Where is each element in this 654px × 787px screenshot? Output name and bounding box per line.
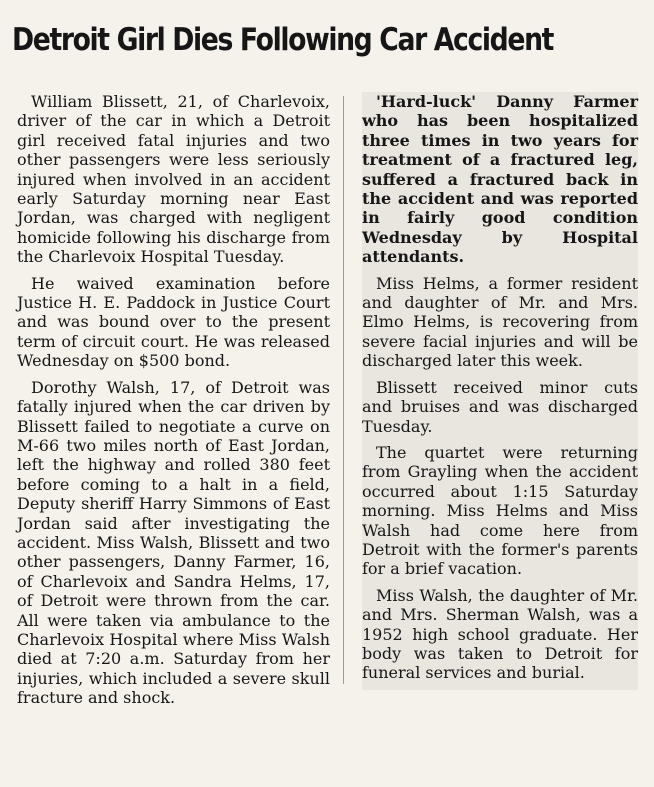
- article-paragraph: Miss Helms, a former resident and daughter of Mr. and Mrs. Elmo Helms, is recovering from severe facial injuries and will be discharged later this week.: [362, 273, 638, 371]
- article-paragraph: Dorothy Walsh, 17, of Detroit was fatally injured when the car driven by Blissett failed to negotiate a curve on M-66 two miles north of East Jordan, left the highway and rolled 380 feet before coming to a halt in a field, Deputy sheriff Harry Simmons of East Jordan said after investigating the accident. Miss Walsh, Blissett and two other passengers, Danny Farmer, 16, of Charlevoix and Sandra Helms, 17, of Detroit were thrown from the car. All were taken via ambulance to the Charlevoix Hospital where Miss Walsh died at 7:20 a.m. Saturday from her injuries, which included a severe skull fracture and shock.: [17, 377, 330, 708]
- article-paragraph: He waived examination before Justice H. E. Paddock in Justice Court and was bound over to the present term of circuit court. He was released Wednesday on $500 bond.: [17, 273, 330, 371]
- article-paragraph: William Blissett, 21, of Charlevoix, driver of the car in which a Detroit girl received fatal injuries and two other passengers were less seriously injured when involved in an accident early Saturday morning near East Jordan, was charged with negligent homicide following his discharge from the Charlevoix Hospital Tuesday.: [17, 92, 330, 267]
- headline: Detroit Girl Dies Following Car Accident: [12, 22, 554, 58]
- lead-paragraph: 'Hard-luck' Danny Farmer who has been hospitalized three times in two years for treatment of a fractured leg, suffered a fractured back in the accident and was reported in fairly good condition Wednesday by Hospital attendants.: [362, 92, 638, 267]
- right-column: [362, 92, 638, 690]
- article-paragraph: Miss Walsh, the daughter of Mr. and Mrs. Sherman Walsh, was a 1952 high school graduate. Her body was taken to Detroit for funeral services and burial.: [362, 585, 638, 683]
- left-column: [17, 92, 330, 715]
- article-paragraph: Blissett received minor cuts and bruises and was discharged Tuesday.: [362, 377, 638, 436]
- article-paragraph: The quartet were returning from Grayling when the accident occurred about 1:15 Saturday morning. Miss Helms and Miss Walsh had come here from Detroit with the former's parents for a brief vacation.: [362, 442, 638, 579]
- column-divider: [343, 96, 344, 684]
